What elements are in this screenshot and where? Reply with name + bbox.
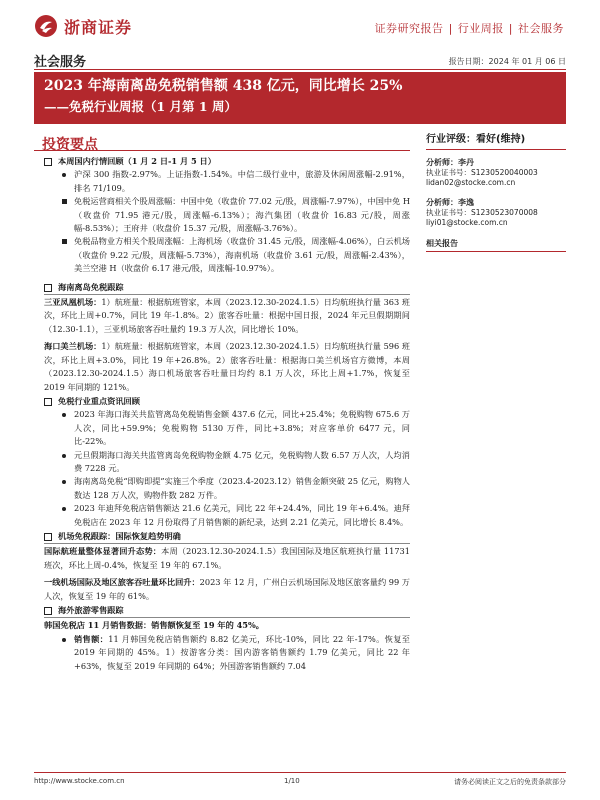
list-item — [44, 633, 410, 673]
brand-logo — [34, 14, 132, 38]
report-title: 2023 年海南离岛免税销售额 438 亿元，同比增长 25% — [44, 78, 403, 94]
list-item: 免税运营商相关个股周涨幅：中国中免（收盘价 77.02 元/股，周涨幅-7.97%），中国中免 H（收盘价 71.95 港元/股，周涨幅-6.13%）；海汽集团（收盘价 16.83 元/股，周涨幅-8.53%）；王府井（收盘价 15.37 元/股，周涨幅-3.76%）。 — [44, 195, 410, 235]
list-item: 2023 年海口海关共监管离岛免税销售金额 437.6 亿元，同比+25.4%；免税购物 675.6 万人次，同比+59.9%；免税购物 5130 万件，同比+3.8%；对应客单价 6477 元，同比-22%。 — [44, 408, 410, 448]
list-item: 沪深 300 指数-2.97%。上证指数-1.54%。中信二级行业中，旅游及休闲周涨幅-2.91%，排名 71/109。 — [44, 168, 410, 195]
sidebar — [426, 130, 566, 252]
list-item: 元旦假期海口海关共监管离岛免税购物金额 4.75 亿元，免税购物人数 6.57 万人次，人均消费 7228 元。 — [44, 449, 410, 476]
analyst-email[interactable]: lidan02@stocke.com.cn — [426, 178, 516, 187]
report-date: 报告日期：2024 年 01 月 06 日 — [448, 57, 566, 66]
section-overseas-retail: 海外旅游零售跟踪 — [44, 604, 410, 618]
analyst-cert: 执业证书号：S1230523070008 — [426, 208, 538, 217]
tag-report-type: 证券研究报告 — [374, 22, 444, 35]
section-airport-dutyfree: 机场免税跟踪：国际恢复趋势明确 — [44, 530, 410, 544]
paragraph-body: 2023 年 12 月，广州白云机场国际及地区旅客量约 99 万人次，恢复至 19 年的 61%。 — [44, 577, 410, 601]
analyst-name: 分析师：李逸 — [426, 198, 474, 207]
heading-divider — [34, 150, 410, 151]
sector-bar — [34, 50, 566, 70]
logo-text: 浙商证券 — [64, 17, 133, 37]
list-item: 2023 年迪拜免税店销售额达 21.6 亿美元，同比 22 年+24.4%，同比 19 年+6.4%。迪拜免税店在 2023 年 12 月份取得了月销售额的新纪录，达到 2.21 亿美元，同比增长 8.4%。 — [44, 502, 410, 529]
analyst-email[interactable]: liyi01@stocke.com.cn — [426, 218, 508, 227]
paragraph-sanya-airport — [44, 296, 410, 336]
analyst-card — [426, 198, 566, 228]
section-industry-news: 免税行业重点资讯回顾 — [44, 395, 410, 408]
page-footer — [34, 772, 566, 786]
paragraph-head: 海口美兰机场： — [44, 341, 102, 352]
report-subtitle: ——免税行业周报（1 月第 1 周） — [44, 99, 237, 114]
main-content — [44, 154, 410, 673]
analyst-card — [426, 158, 566, 188]
korea-subheading: 韩国免税店 11 月销售数据：销售额恢复至 19 年的 45%。 — [44, 620, 264, 631]
disclaimer-note: 请务必阅读正文之后的免责条款部分 — [454, 778, 566, 786]
section-hainan-tracking: 海南离岛免税跟踪 — [44, 281, 410, 295]
title-block — [34, 72, 566, 124]
tag-weekly: 行业周报 — [457, 22, 504, 35]
analyst-cert: 执业证书号：S1230520040003 — [426, 168, 538, 177]
tag-sector: 社会服务 — [518, 22, 564, 35]
page-number: 1/10 — [284, 777, 300, 785]
list-item: 免税品物业方相关个股周涨幅：上海机场（收盘价 31.45 元/股，周涨幅-4.06%），白云机场（收盘价 9.22 元/股，周涨幅-5.73%），海南机场（收盘价 3.61 元/股，周涨幅-2.43%），美兰空港 H（收盘价 6.17 港元/股，周涨幅-10.97%）。 — [44, 235, 410, 275]
item-body: 11 月韩国免税店销售额约 8.82 亿美元，环比-10%，同比 22 年-17%。恢复至 2019 年同期的 45%。1）按游客分类：国内游客销售额约 1.79 亿美元，同比 22 年+63%，恢复至 2019 年同期的 64%；外国游客销售额约 7.04 — [74, 633, 410, 671]
sector-label: 社会服务 — [34, 55, 87, 70]
related-reports-heading: 相关报告 — [426, 238, 566, 252]
logo-icon — [34, 14, 58, 38]
industry-rating: 行业评级：看好(维持) — [426, 130, 566, 150]
footer-url[interactable]: http://www.stocke.com.cn — [34, 777, 125, 785]
paragraph-haikou-airport — [44, 340, 410, 394]
analyst-name: 分析师：李丹 — [426, 158, 474, 167]
item-head: 销售额： — [74, 633, 109, 644]
header-tags: 证券研究报告 | 行业周报 | 社会服务 — [374, 22, 564, 35]
paragraph-body: 1）航班量：根据航班管家，本周（2023.12.30-2024.1.5）日均航班执行量 363 班次，环比上周+0.7%，同比 19 年-1.8%。2）旅客吞吐量：根据中国日报，2024 年元旦假期期间（12.30-1.1），三亚机场旅客吞吐量约 19.3 万人次，同比增长 10%。 — [44, 297, 410, 334]
paragraph-intl-flights — [44, 545, 410, 572]
investment-highlights-heading: 投资要点 — [42, 137, 98, 153]
paragraph-body: 1）航班量：根据航班管家，本周（2023.12.30-2024.1.5）日均航班执行量 596 班次，环比上周+3.0%，同比 19 年+26.8%。2）旅客吞吐量：根据海口美兰机场官方微博，本周（2023.12.30-2024.1.5）海口机场旅客吞吐量日均约 8.1 万人次，环比上周+1.7%，恢复至 2019 年同期的 121%。 — [44, 341, 410, 392]
paragraph-head: 三亚凤凰机场： — [44, 297, 102, 308]
list-item: 海南离岛免税“即购即提”实施三个季度（2023.4-2023.12）销售金额突破 25 亿元，购物人数达 128 万人次，购物件数 282 万件。 — [44, 475, 410, 502]
paragraph-head: 国际航班量整体显著回升态势： — [44, 546, 162, 557]
section-market-review: 本周国内行情回顾（1 月 2 日-1 月 5 日） — [44, 155, 410, 168]
paragraph-head: 一线机场国际及地区旅客吞吐量环比回升： — [44, 577, 200, 588]
paragraph-body: 本周（2023.12.30-2024.1.5）我国国际及地区航班执行量 11731 班次，环比上周-0.4%，恢复至 19 年的 67.1%。 — [44, 546, 410, 570]
paragraph-airport-passengers — [44, 576, 410, 603]
